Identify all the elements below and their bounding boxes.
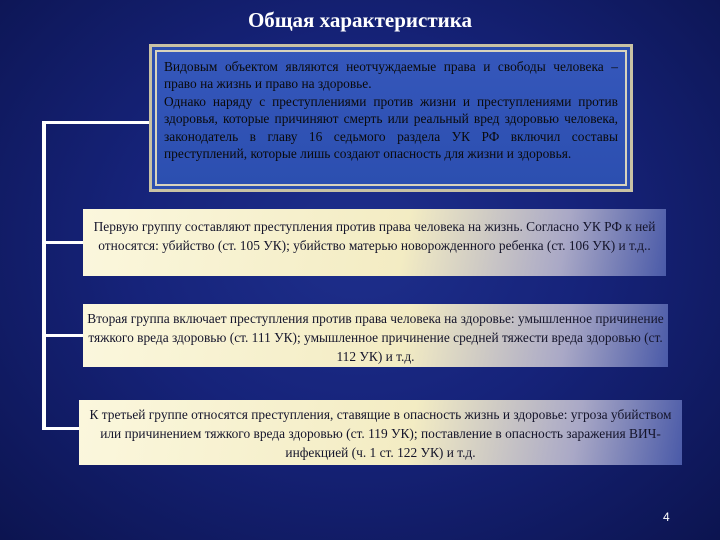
- branch-line-group-3: [42, 427, 79, 430]
- group-1-text: Первую группу составляют преступления против права человека на жизнь. Согласно УК РФ к ней относятся: убийство (ст. 105 УК); убийство матерью новорожденного ребенка (ст. 106 УК) и т.д..: [93, 219, 656, 253]
- intro-paragraph-1: Видовым объектом являются неотчуждаемые права и свободы человека – право на жизнь и право на здоровье.: [164, 59, 618, 92]
- group-3-text: К третьей группе относятся преступления, ставящие в опасность жизнь и здоровье: угроза убийством или причинением тяжкого вреда здоровью (ст. 119 УК); поставление в опасность заражения ВИЧ-инфекцией (ч. 1 ст. 122 УК) и т.д.: [89, 407, 672, 460]
- group-1-box: [83, 209, 666, 276]
- intro-box: [149, 44, 633, 192]
- branch-line-group-2: [42, 334, 83, 337]
- branch-line-group-1: [42, 241, 83, 244]
- slide-title: Общая характеристика: [247, 8, 473, 32]
- branch-line-intro: [42, 121, 149, 124]
- group-2-box: [83, 304, 668, 367]
- group-3-box: [79, 400, 682, 465]
- tree-connector-vertical: [42, 121, 46, 429]
- intro-box-inner: [155, 50, 627, 186]
- group-2-text: Вторая группа включает преступления против права человека на здоровье: умышленное причинение тяжкого вреда здоровью (ст. 111 УК); умышленное причинение средней тяжести вреда здоровью (ст. 112 УК) и т.д.: [87, 311, 664, 364]
- page-number: 4: [663, 510, 670, 524]
- intro-paragraph-2: Однако наряду с преступлениями против жизни и преступлениями против здоровья, которые причиняют смерть или реальный вред здоровью человека, законодатель в главу 16 седьмого раздела УК РФ включил составы преступлений, которые лишь создают опасность для жизни и здоровья.: [164, 93, 618, 162]
